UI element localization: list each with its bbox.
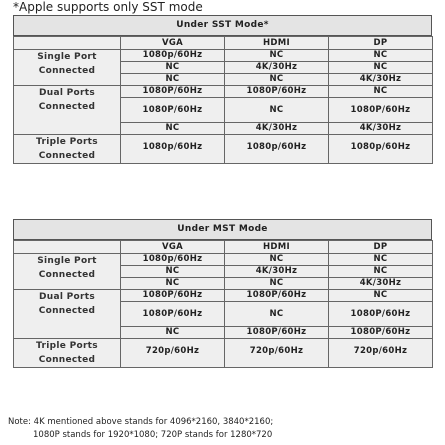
group-label-triple-ports [14,339,121,368]
table-cell: 1080P/60Hz [329,302,433,327]
table-cell: NC [329,266,433,278]
group-label-line: Triple Ports [36,341,98,351]
table-row [14,339,433,368]
table-cell: 4K/30Hz [225,62,329,74]
mst-section-title: Under MST Mode [13,219,432,240]
footnote-line-2: 1080P stands for 1920*1080; 720P stands for 1280*720 [33,430,273,440]
table-row [14,254,433,266]
table-cell: 1080P/60Hz [329,327,433,339]
table-cell: NC [225,278,329,290]
table-cell: 1080p/60Hz [225,135,329,164]
group-label-dual-ports [14,86,121,135]
group-label-line: Single Port [37,256,97,266]
group-label-line: Triple Ports [36,137,98,147]
group-label-line: Connected [38,102,96,112]
table-row [14,50,433,62]
table-cell: 4K/30Hz [329,74,433,86]
table-cell: NC [121,62,225,74]
table-row [14,135,433,164]
table-cell: 1080P/60Hz [329,98,433,123]
table-cell: NC [121,123,225,135]
table-cell: 1080P/60Hz [225,290,329,302]
table-row [14,290,433,302]
group-label-line: Connected [38,66,96,76]
sst-table [13,36,433,164]
group-label-dual-ports [14,290,121,339]
table-cell: 1080p/60Hz [329,135,433,164]
table-cell: 1080P/60Hz [121,86,225,98]
group-label-line: Connected [38,306,96,316]
group-label-line: Dual Ports [38,292,96,302]
table-cell: NC [225,98,329,123]
table-cell: NC [329,86,433,98]
table-cell: NC [225,50,329,62]
sst-section-title: Under SST Mode* [13,15,432,36]
resolution-footnote [8,416,273,442]
table-cell: NC [225,302,329,327]
sst-section [13,15,432,164]
table-cell: 1080P/60Hz [225,327,329,339]
header-vga: VGA [121,37,225,50]
table-cell: 720p/60Hz [329,339,433,368]
group-label-line: Connected [38,151,96,161]
table-cell: 720p/60Hz [121,339,225,368]
group-label-line: Single Port [37,52,97,62]
table-cell: NC [225,74,329,86]
header-blank-cell [14,241,121,254]
group-label-line: Connected [38,270,96,280]
group-label-line: Dual Ports [38,88,96,98]
table-cell: NC [121,266,225,278]
table-cell: 1080P/60Hz [121,290,225,302]
table-cell: NC [121,327,225,339]
table-cell: 1080p/60Hz [121,135,225,164]
group-label-single-port [14,254,121,290]
table-cell: 1080P/60Hz [225,86,329,98]
table-cell: 1080p/60Hz [121,254,225,266]
table-cell: NC [121,278,225,290]
header-blank-cell [14,37,121,50]
table-cell: 4K/30Hz [225,266,329,278]
apple-sst-note: *Apple supports only SST mode [13,0,203,14]
table-cell: 1080p/60Hz [121,50,225,62]
table-cell: 4K/30Hz [225,123,329,135]
footnote-line-1: Note: 4K mentioned above stands for 4096*2160, 3840*2160; [8,417,274,427]
table-row [14,86,433,98]
table-cell: 1080P/60Hz [121,302,225,327]
table-cell: NC [225,254,329,266]
table-cell: NC [121,74,225,86]
table-cell: 4K/30Hz [329,278,433,290]
table-cell: NC [329,62,433,74]
mst-table [13,240,433,368]
header-hdmi: HDMI [225,37,329,50]
sst-header-row [14,37,433,50]
group-label-single-port [14,50,121,86]
header-vga: VGA [121,241,225,254]
mst-section [13,219,432,368]
table-cell: 4K/30Hz [329,123,433,135]
table-cell: NC [329,254,433,266]
header-hdmi: HDMI [225,241,329,254]
header-dp: DP [329,241,433,254]
mst-header-row [14,241,433,254]
table-cell: 1080P/60Hz [121,98,225,123]
header-dp: DP [329,37,433,50]
group-label-triple-ports [14,135,121,164]
table-cell: 720p/60Hz [225,339,329,368]
table-cell: NC [329,50,433,62]
group-label-line: Connected [38,355,96,365]
table-cell: NC [329,290,433,302]
